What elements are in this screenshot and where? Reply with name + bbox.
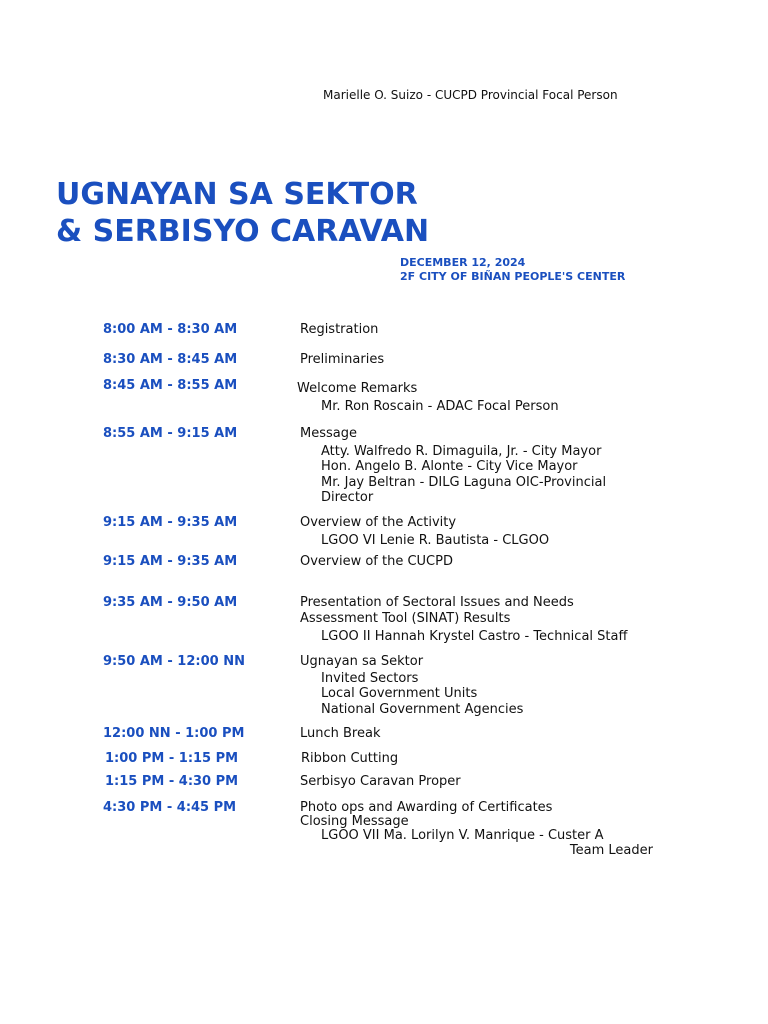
program-activity	[300, 352, 384, 368]
program-time: 4:30 PM - 4:45 PM	[103, 800, 237, 815]
program-time: 8:55 AM - 9:15 AM	[103, 426, 238, 441]
program-time: 9:15 AM - 9:35 AM	[103, 554, 238, 569]
activity-title: Preliminaries	[300, 352, 385, 367]
activity-detail: Local Government Units	[321, 686, 478, 701]
activity-title-line-2: Assessment Tool (SINAT) Results	[300, 610, 511, 626]
program-activity	[300, 800, 653, 859]
activity-title: Ugnayan sa Sektor	[300, 654, 424, 669]
activity-title: Photo ops and Awarding of Certificates	[300, 800, 553, 815]
program-activity	[300, 515, 549, 548]
program-activity	[300, 426, 606, 506]
program-time: 1:15 PM - 4:30 PM	[105, 774, 239, 789]
activity-detail: Atty. Walfredo R. Dimaguila, Jr. - City Mayor	[321, 443, 602, 459]
program-activity	[300, 726, 380, 742]
program-time: 8:45 AM - 8:55 AM	[103, 378, 238, 393]
activity-title: Lunch Break	[300, 726, 381, 741]
activity-title: Message	[300, 426, 357, 441]
activity-title: Ribbon Cutting	[301, 751, 399, 766]
activity-detail: National Government Agencies	[321, 701, 524, 717]
activity-detail: LGOO VI Lenie R. Bautista - CLGOO	[321, 532, 550, 548]
event-venue: 2F CITY OF BIÑAN PEOPLE'S CENTER	[400, 270, 626, 283]
program-activity	[300, 322, 378, 338]
activity-detail-continuation: Team Leader	[569, 843, 653, 858]
program-time: 8:00 AM - 8:30 AM	[103, 322, 238, 337]
program-time: 8:30 AM - 8:45 AM	[103, 352, 238, 367]
activity-title-line-2: Closing Message	[300, 813, 409, 829]
event-title-line-1: UGNAYAN SA SEKTOR	[56, 177, 418, 212]
activity-title: Overview of the Activity	[300, 515, 457, 530]
activity-detail: LGOO VII Ma. Lorilyn V. Manrique - Custer A	[321, 827, 604, 843]
activity-detail: LGOO II Hannah Krystel Castro - Technical Staff	[321, 629, 628, 644]
event-date: DECEMBER 12, 2024	[400, 256, 526, 269]
program-activity	[301, 751, 398, 767]
program-activity	[300, 595, 627, 645]
program-activity	[300, 654, 523, 717]
program-activity	[297, 381, 559, 414]
activity-detail: Invited Sectors	[321, 670, 419, 686]
activity-detail: Mr. Ron Roscain - ADAC Focal Person	[321, 398, 559, 414]
activity-detail: Mr. Jay Beltran - DILG Laguna OIC-Provincial	[321, 474, 607, 490]
program-time: 9:35 AM - 9:50 AM	[103, 595, 238, 610]
activity-title: Serbisyo Caravan Proper	[300, 774, 461, 789]
event-info	[400, 256, 625, 284]
activity-title: Registration	[300, 322, 379, 337]
event-title-line-2: & SERBISYO CARAVAN	[56, 214, 430, 249]
program-time: 9:50 AM - 12:00 NN	[103, 654, 245, 669]
activity-title: Overview of the CUCPD	[300, 554, 453, 569]
program-activity	[300, 554, 453, 570]
program-time: 9:15 AM - 9:35 AM	[103, 515, 238, 530]
event-title	[56, 176, 429, 250]
activity-title: Welcome Remarks	[297, 381, 418, 396]
activity-detail: Director	[321, 490, 374, 505]
program-time: 12:00 NN - 1:00 PM	[103, 726, 245, 741]
prepared-by-line: Marielle O. Suizo - CUCPD Provincial Focal Person	[323, 88, 618, 102]
activity-title: Presentation of Sectoral Issues and Needs	[300, 595, 574, 610]
program-activity	[300, 774, 461, 790]
activity-detail: Hon. Angelo B. Alonte - City Vice Mayor	[321, 459, 578, 474]
program-time: 1:00 PM - 1:15 PM	[105, 751, 239, 766]
